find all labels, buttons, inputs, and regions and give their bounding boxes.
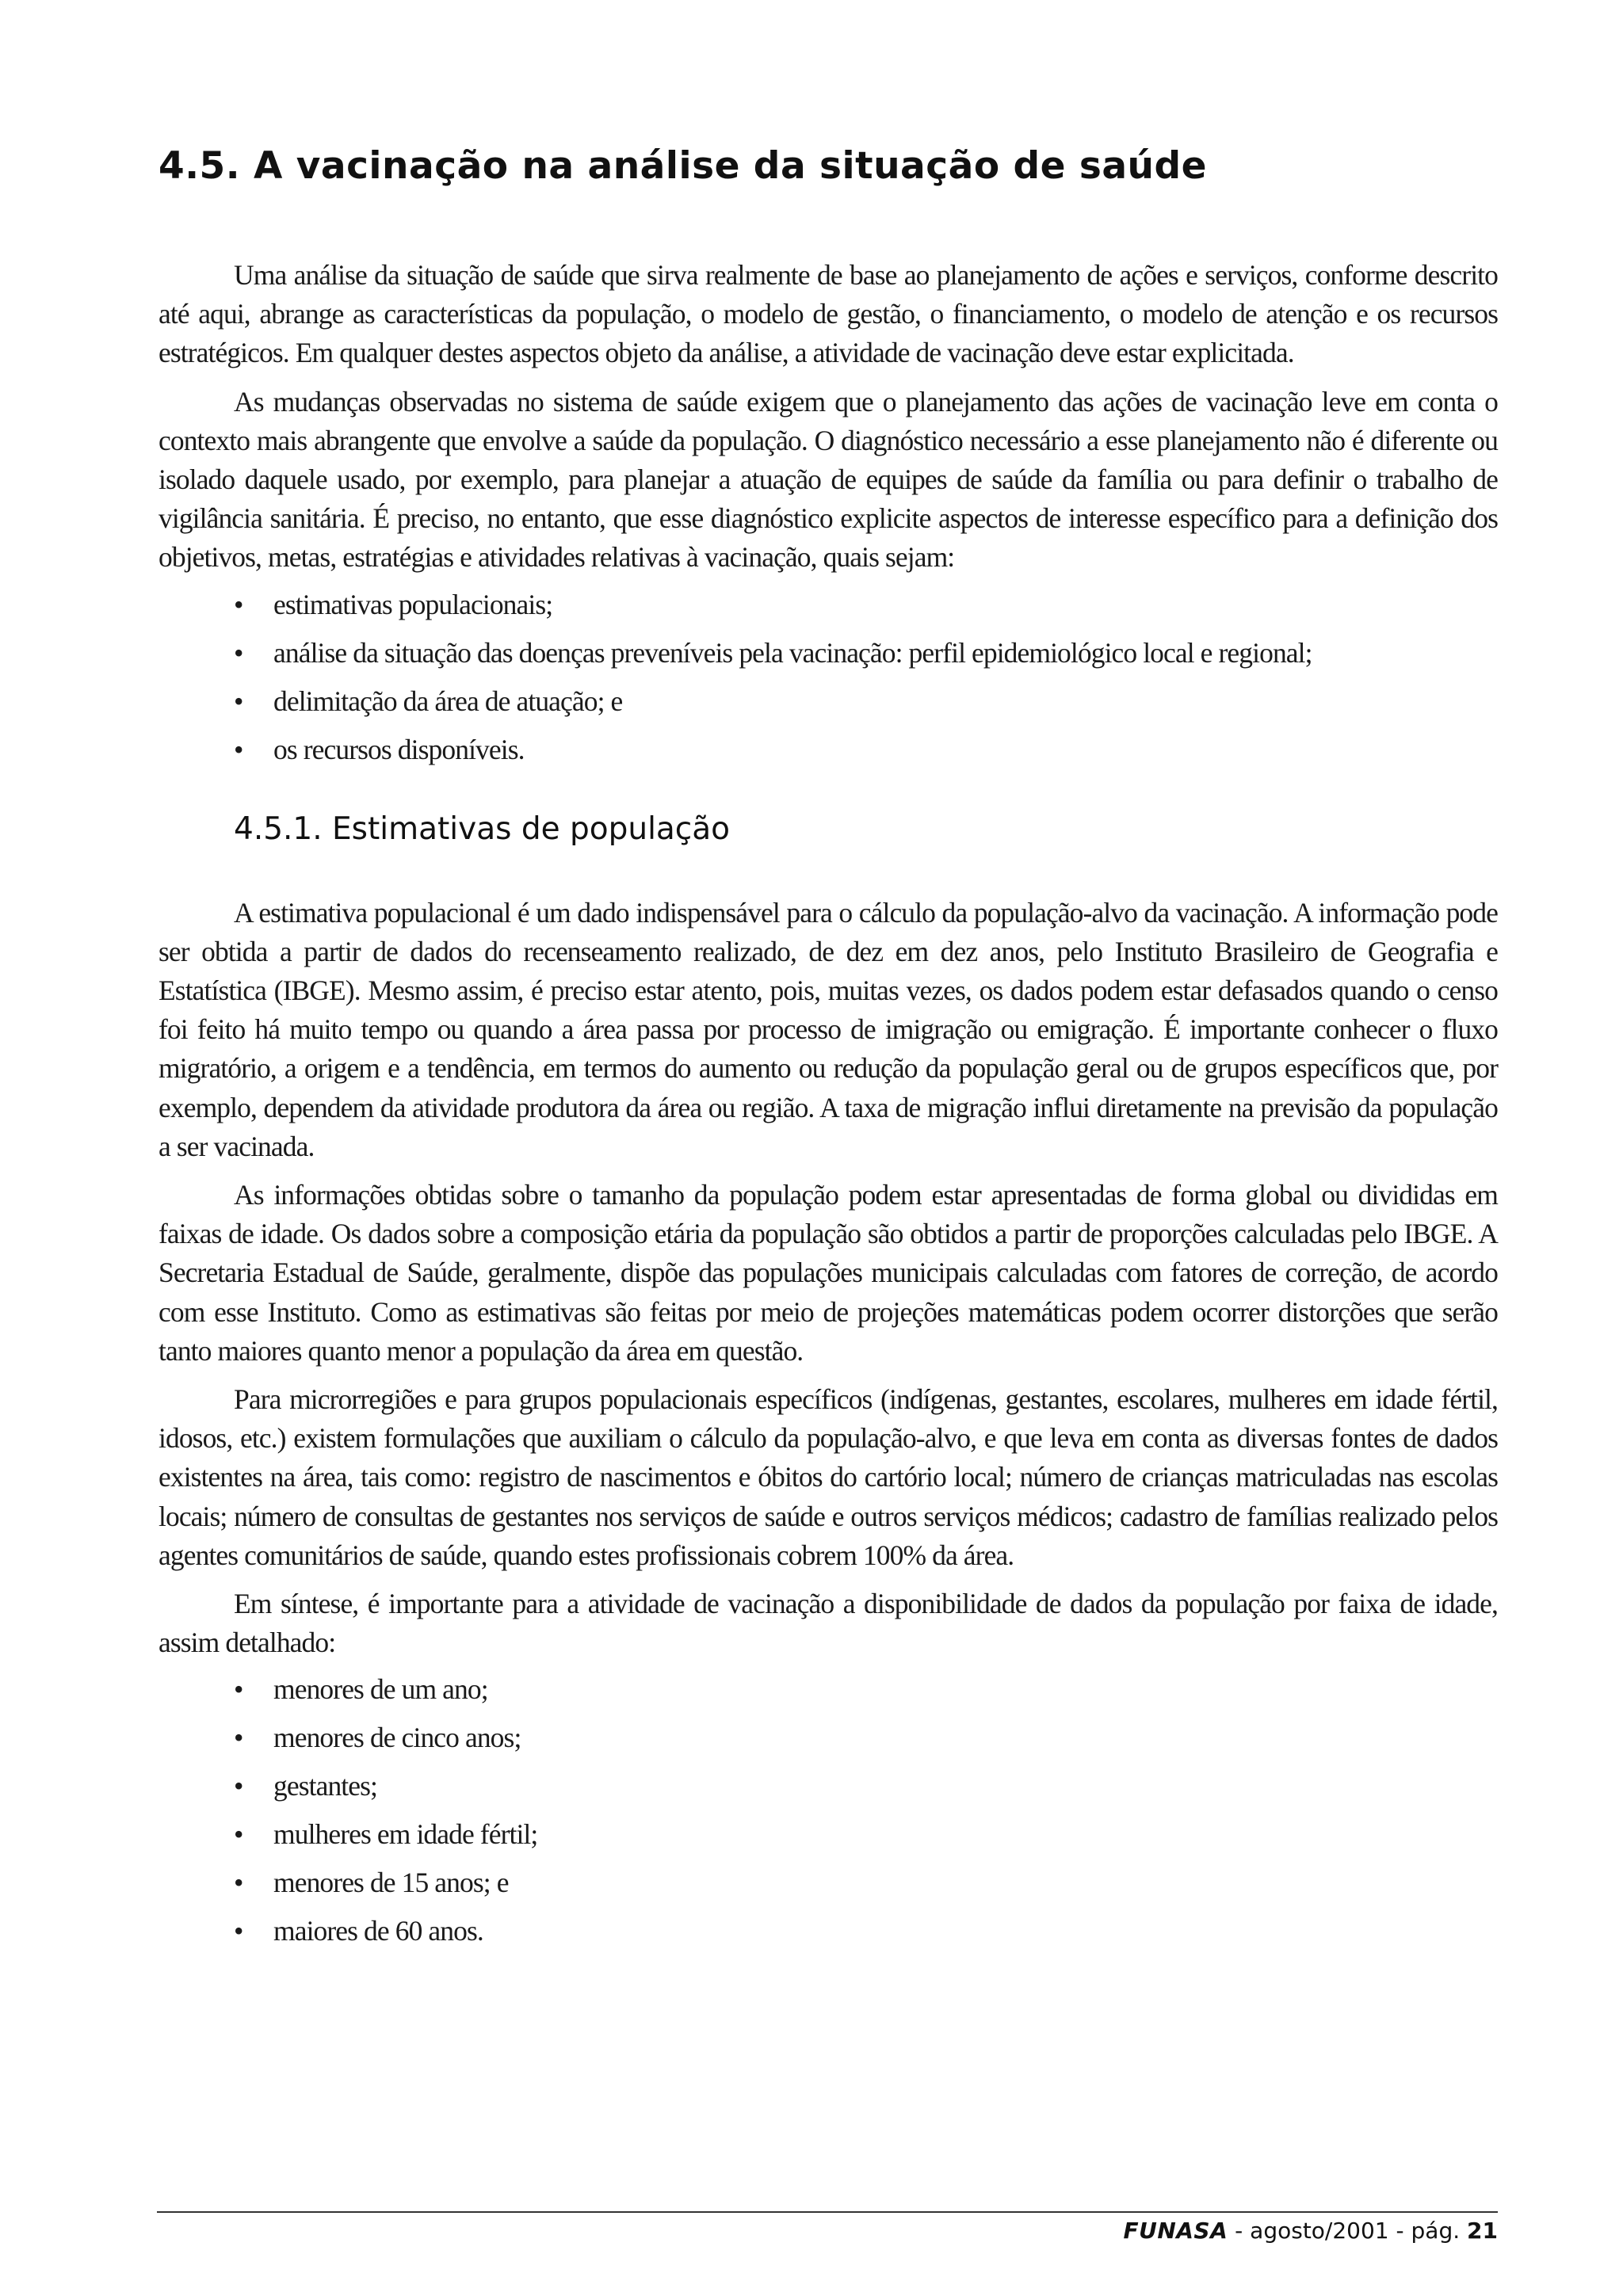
bullet-glyph: • [234, 1770, 243, 1802]
list-item: • menores de cinco anos; [158, 1718, 1498, 1767]
bullet-list [158, 585, 1498, 779]
list-item: • menores de um ano; [158, 1670, 1498, 1718]
subsection-heading: 4.5.1. Estimativas de população [234, 810, 730, 847]
bullet-glyph: • [234, 588, 243, 620]
bullet-glyph: • [234, 1915, 243, 1947]
paragraph: As mudanças observadas no sistema de saúde exigem que o planejamento das ações de vacinação leve em conta o contexto mais abrangente que envolve a saúde da população. O diagnóstico necessário a esse planejamento não é diferente ou isolado daquele usado, por exemplo, para planejar a atuação de equipes de saúde da família ou para definir o trabalho de vigilância sanitária. É preciso, no entanto, que esse diagnóstico explicite aspectos de interesse específico para a definição dos objetivos, metas, estratégias e atividades relativas à vacinação, quais sejam: [158, 385, 1498, 574]
bullet-glyph: • [234, 685, 243, 717]
list-item: • estimativas populacionais; [158, 585, 1498, 634]
paragraph: Em síntese, é importante para a atividade de vacinação a disponibilidade de dados da população por faixa de idade, assim detalhado: [158, 1588, 1498, 1659]
page-number: 21 [1467, 2218, 1498, 2244]
list-item: • delimitação da área de atuação; e [158, 682, 1498, 730]
footer-date: - agosto/2001 - pág. [1228, 2218, 1468, 2244]
footer-rule [157, 2211, 1498, 2213]
paragraph: Uma análise da situação de saúde que sirva realmente de base ao planejamento de ações e serviços, conforme descrito até aqui, abrange as características da população, o modelo de gestão, o financiamento, o modelo de atenção e os recursos estratégicos. Em qualquer destes aspectos objeto da análise, a atividade de vacinação deve estar explicitada. [158, 259, 1498, 369]
paragraph: A estimativa populacional é um dado indispensável para o cálculo da população-alvo da vacinação. A informação pode ser obtida a partir de dados do recenseamento realizado, de dez em dez anos, pelo Instituto Brasileiro de Geografia e Estatística (IBGE). Mesmo assim, é preciso estar atento, pois, muitas vezes, os dados podem estar defasados quando o censo foi feito há muito tempo ou quando a área passa por processo de imigração ou emigração. É importante conhecer o fluxo migratório, a origem e a tendência, em termos do aumento ou redução da população geral ou de grupos específicos que, por exemplo, dependem da atividade produtora da área ou região. A taxa de migração influi diretamente na previsão da população a ser vacinada. [158, 896, 1498, 1162]
page-content [158, 143, 1498, 1960]
page-footer [1123, 2215, 1498, 2247]
bullet-glyph: • [234, 636, 243, 669]
list-item: • análise da situação das doenças preveníveis pela vacinação: perfil epidemiológico local e regional; [158, 634, 1498, 682]
list-item: • gestantes; [158, 1767, 1498, 1815]
footer-brand: FUNASA [1123, 2218, 1228, 2244]
list-item: • maiores de 60 anos. [158, 1912, 1498, 1960]
bullet-glyph: • [234, 1722, 243, 1754]
paragraph: As informações obtidas sobre o tamanho da população podem estar apresentadas de forma global ou divididas em faixas de idade. Os dados sobre a composição etária da população são obtidos a partir de proporções calculadas pelo IBGE. A Secretaria Estadual de Saúde, geralmente, dispõe das populações municipais calculadas com fatores de correção, de acordo com esse Instituto. Como as estimativas são feitas por meio de projeções matemáticas podem ocorrer distorções que serão tanto maiores quanto menor a população da área em questão. [158, 1179, 1498, 1367]
bullet-list [158, 1670, 1498, 1960]
list-item: • os recursos disponíveis. [158, 730, 1498, 779]
list-item: • mulheres em idade fértil; [158, 1815, 1498, 1863]
bullet-glyph: • [234, 733, 243, 765]
bullet-glyph: • [234, 1867, 243, 1899]
bullet-glyph: • [234, 1673, 243, 1706]
paragraph: Para microrregiões e para grupos populacionais específicos (indígenas, gestantes, escolares, mulheres em idade fértil, idosos, etc.) existem formulações que auxiliam o cálculo da população-alvo, e que leva em conta as diversas fontes de dados existentes na área, tais como: registro de nascimentos e óbitos do cartório local; número de crianças matriculadas nas escolas locais; número de consultas de gestantes nos serviços de saúde e outros serviços médicos; cadastro de famílias realizado pelos agentes comunitários de saúde, quando estes profissionais cobrem 100% da área. [158, 1383, 1498, 1571]
section-heading: 4.5. A vacinação na análise da situação de saúde [158, 144, 1208, 188]
bullet-glyph: • [234, 1818, 243, 1851]
list-item: • menores de 15 anos; e [158, 1863, 1498, 1912]
